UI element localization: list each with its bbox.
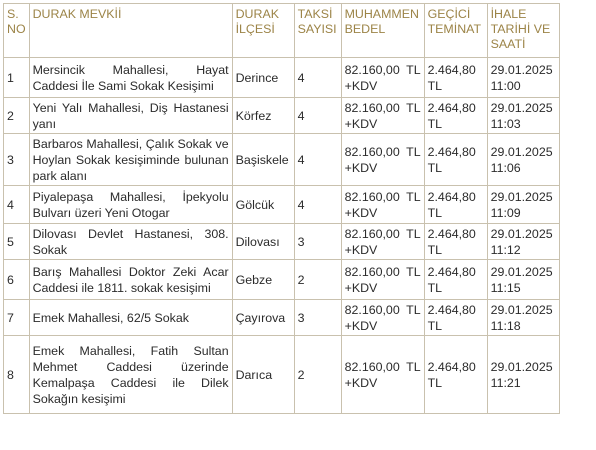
stand-location: Emek Mahallesi, Fatih Sultan Mehmet Caddesi üzerinde Kemalpaşa Caddesi ile Dilek Sokağın kesişimi bbox=[29, 336, 232, 414]
estimated-price bbox=[341, 300, 424, 336]
stand-location: Piyalepaşa Mahallesi, İpekyolu Bulvarı üzeri Yeni Otogar bbox=[29, 186, 232, 224]
price-amount: 82.160,00 bbox=[344, 62, 400, 77]
price-amount: 82.160,00 bbox=[344, 189, 400, 204]
deposit-amount: 2.464,80 bbox=[427, 144, 476, 159]
deposit-currency: TL bbox=[427, 78, 443, 93]
estimated-price bbox=[341, 98, 424, 134]
stand-district: Başiskele bbox=[232, 134, 294, 186]
estimated-price bbox=[341, 260, 424, 300]
tender-time: 11:06 bbox=[490, 160, 521, 175]
price-currency: TL bbox=[406, 144, 421, 159]
tender-datetime bbox=[487, 224, 559, 260]
price-vat: +KDV bbox=[344, 280, 378, 295]
row-number: 1 bbox=[4, 58, 30, 98]
price-amount: 82.160,00 bbox=[344, 302, 400, 317]
taxi-count: 4 bbox=[294, 98, 341, 134]
table-row bbox=[4, 260, 560, 300]
tender-time: 11:09 bbox=[490, 205, 521, 220]
header-deposit: GEÇİCİ TEMİNAT bbox=[424, 4, 487, 58]
price-vat: +KDV bbox=[344, 205, 378, 220]
deposit-currency: TL bbox=[427, 280, 443, 295]
deposit bbox=[424, 224, 487, 260]
tender-datetime bbox=[487, 134, 559, 186]
deposit-currency: TL bbox=[427, 160, 443, 175]
tender-datetime bbox=[487, 58, 559, 98]
deposit-currency: TL bbox=[427, 318, 443, 333]
deposit-amount: 2.464,80 bbox=[427, 100, 476, 115]
tender-date: 29.01.2025 bbox=[490, 226, 553, 241]
tender-table-container bbox=[3, 3, 560, 414]
tender-date: 29.01.2025 bbox=[490, 189, 553, 204]
deposit-currency: TL bbox=[427, 242, 443, 257]
tender-date: 29.01.2025 bbox=[490, 264, 553, 279]
price-vat: +KDV bbox=[344, 116, 378, 131]
table-row bbox=[4, 134, 560, 186]
taxi-count: 4 bbox=[294, 134, 341, 186]
header-estimated-price: MUHAMMEN BEDEL bbox=[341, 4, 424, 58]
price-currency: TL bbox=[406, 359, 421, 374]
tender-datetime bbox=[487, 300, 559, 336]
stand-district: Dilovası bbox=[232, 224, 294, 260]
estimated-price bbox=[341, 224, 424, 260]
row-number: 2 bbox=[4, 98, 30, 134]
price-amount: 82.160,00 bbox=[344, 226, 400, 241]
table-row bbox=[4, 224, 560, 260]
price-currency: TL bbox=[406, 189, 421, 204]
stand-district: Gebze bbox=[232, 260, 294, 300]
stand-district: Darıca bbox=[232, 336, 294, 414]
tender-time: 11:21 bbox=[490, 375, 521, 390]
taxi-count: 2 bbox=[294, 336, 341, 414]
table-row bbox=[4, 186, 560, 224]
stand-location: Emek Mahallesi, 62/5 Sokak bbox=[29, 300, 232, 336]
row-number: 5 bbox=[4, 224, 30, 260]
header-tender-date: İHALE TARİHİ VE SAATİ bbox=[487, 4, 559, 58]
row-number: 8 bbox=[4, 336, 30, 414]
deposit bbox=[424, 186, 487, 224]
tender-time: 11:18 bbox=[490, 318, 521, 333]
stand-location: Barış Mahallesi Doktor Zeki Acar Caddesi ile 1811. sokak kesişimi bbox=[29, 260, 232, 300]
tender-time: 11:03 bbox=[490, 116, 521, 131]
table-row bbox=[4, 98, 560, 134]
table-row bbox=[4, 336, 560, 414]
deposit bbox=[424, 58, 487, 98]
taxi-count: 3 bbox=[294, 224, 341, 260]
tender-date: 29.01.2025 bbox=[490, 100, 553, 115]
taxi-count: 2 bbox=[294, 260, 341, 300]
price-currency: TL bbox=[406, 302, 421, 317]
tender-date: 29.01.2025 bbox=[490, 359, 553, 374]
stand-location: Mersincik Mahallesi, Hayat Caddesi İle Sami Sokak Kesişimi bbox=[29, 58, 232, 98]
stand-district: Çayırova bbox=[232, 300, 294, 336]
price-amount: 82.160,00 bbox=[344, 359, 400, 374]
table-body bbox=[4, 58, 560, 414]
estimated-price bbox=[341, 58, 424, 98]
row-number: 4 bbox=[4, 186, 30, 224]
estimated-price bbox=[341, 336, 424, 414]
deposit-currency: TL bbox=[427, 116, 443, 131]
table-row bbox=[4, 58, 560, 98]
taxi-stand-tender-table bbox=[3, 3, 560, 414]
tender-date: 29.01.2025 bbox=[490, 62, 553, 77]
stand-location: Dilovası Devlet Hastanesi, 308. Sokak bbox=[29, 224, 232, 260]
tender-datetime bbox=[487, 336, 559, 414]
deposit bbox=[424, 260, 487, 300]
estimated-price bbox=[341, 186, 424, 224]
tender-time: 11:00 bbox=[490, 78, 521, 93]
deposit bbox=[424, 300, 487, 336]
stand-location: Barbaros Mahallesi, Çalık Sokak ve Hoylan Sokak kesişiminde bulunan park alanı bbox=[29, 134, 232, 186]
header-no: S. NO bbox=[4, 4, 30, 58]
taxi-count: 4 bbox=[294, 186, 341, 224]
tender-datetime bbox=[487, 260, 559, 300]
deposit-amount: 2.464,80 bbox=[427, 226, 476, 241]
stand-district: Derince bbox=[232, 58, 294, 98]
taxi-count: 3 bbox=[294, 300, 341, 336]
deposit-amount: 2.464,80 bbox=[427, 359, 476, 374]
price-vat: +KDV bbox=[344, 78, 378, 93]
header-location: DURAK MEVKİİ bbox=[29, 4, 232, 58]
tender-datetime bbox=[487, 98, 559, 134]
table-row bbox=[4, 300, 560, 336]
deposit-currency: TL bbox=[427, 205, 443, 220]
header-district: DURAK İLÇESİ bbox=[232, 4, 294, 58]
deposit bbox=[424, 98, 487, 134]
tender-time: 11:15 bbox=[490, 280, 521, 295]
tender-date: 29.01.2025 bbox=[490, 144, 553, 159]
price-currency: TL bbox=[406, 226, 421, 241]
row-number: 6 bbox=[4, 260, 30, 300]
deposit bbox=[424, 336, 487, 414]
header-row bbox=[4, 4, 560, 58]
deposit-amount: 2.464,80 bbox=[427, 302, 476, 317]
header-taxi-count: TAKSİ SAYISI bbox=[294, 4, 341, 58]
row-number: 3 bbox=[4, 134, 30, 186]
stand-location: Yeni Yalı Mahallesi, Diş Hastanesi yanı bbox=[29, 98, 232, 134]
deposit-amount: 2.464,80 bbox=[427, 264, 476, 279]
price-amount: 82.160,00 bbox=[344, 144, 400, 159]
tender-time: 11:12 bbox=[490, 242, 521, 257]
price-vat: +KDV bbox=[344, 375, 378, 390]
price-vat: +KDV bbox=[344, 160, 378, 175]
row-number: 7 bbox=[4, 300, 30, 336]
price-currency: TL bbox=[406, 62, 421, 77]
tender-datetime bbox=[487, 186, 559, 224]
stand-district: Gölcük bbox=[232, 186, 294, 224]
price-vat: +KDV bbox=[344, 242, 378, 257]
deposit-amount: 2.464,80 bbox=[427, 189, 476, 204]
deposit bbox=[424, 134, 487, 186]
estimated-price bbox=[341, 134, 424, 186]
tender-date: 29.01.2025 bbox=[490, 302, 553, 317]
price-amount: 82.160,00 bbox=[344, 264, 400, 279]
stand-district: Körfez bbox=[232, 98, 294, 134]
price-currency: TL bbox=[406, 264, 421, 279]
taxi-count: 4 bbox=[294, 58, 341, 98]
deposit-amount: 2.464,80 bbox=[427, 62, 476, 77]
deposit-currency: TL bbox=[427, 375, 443, 390]
price-currency: TL bbox=[406, 100, 421, 115]
price-vat: +KDV bbox=[344, 318, 378, 333]
price-amount: 82.160,00 bbox=[344, 100, 400, 115]
